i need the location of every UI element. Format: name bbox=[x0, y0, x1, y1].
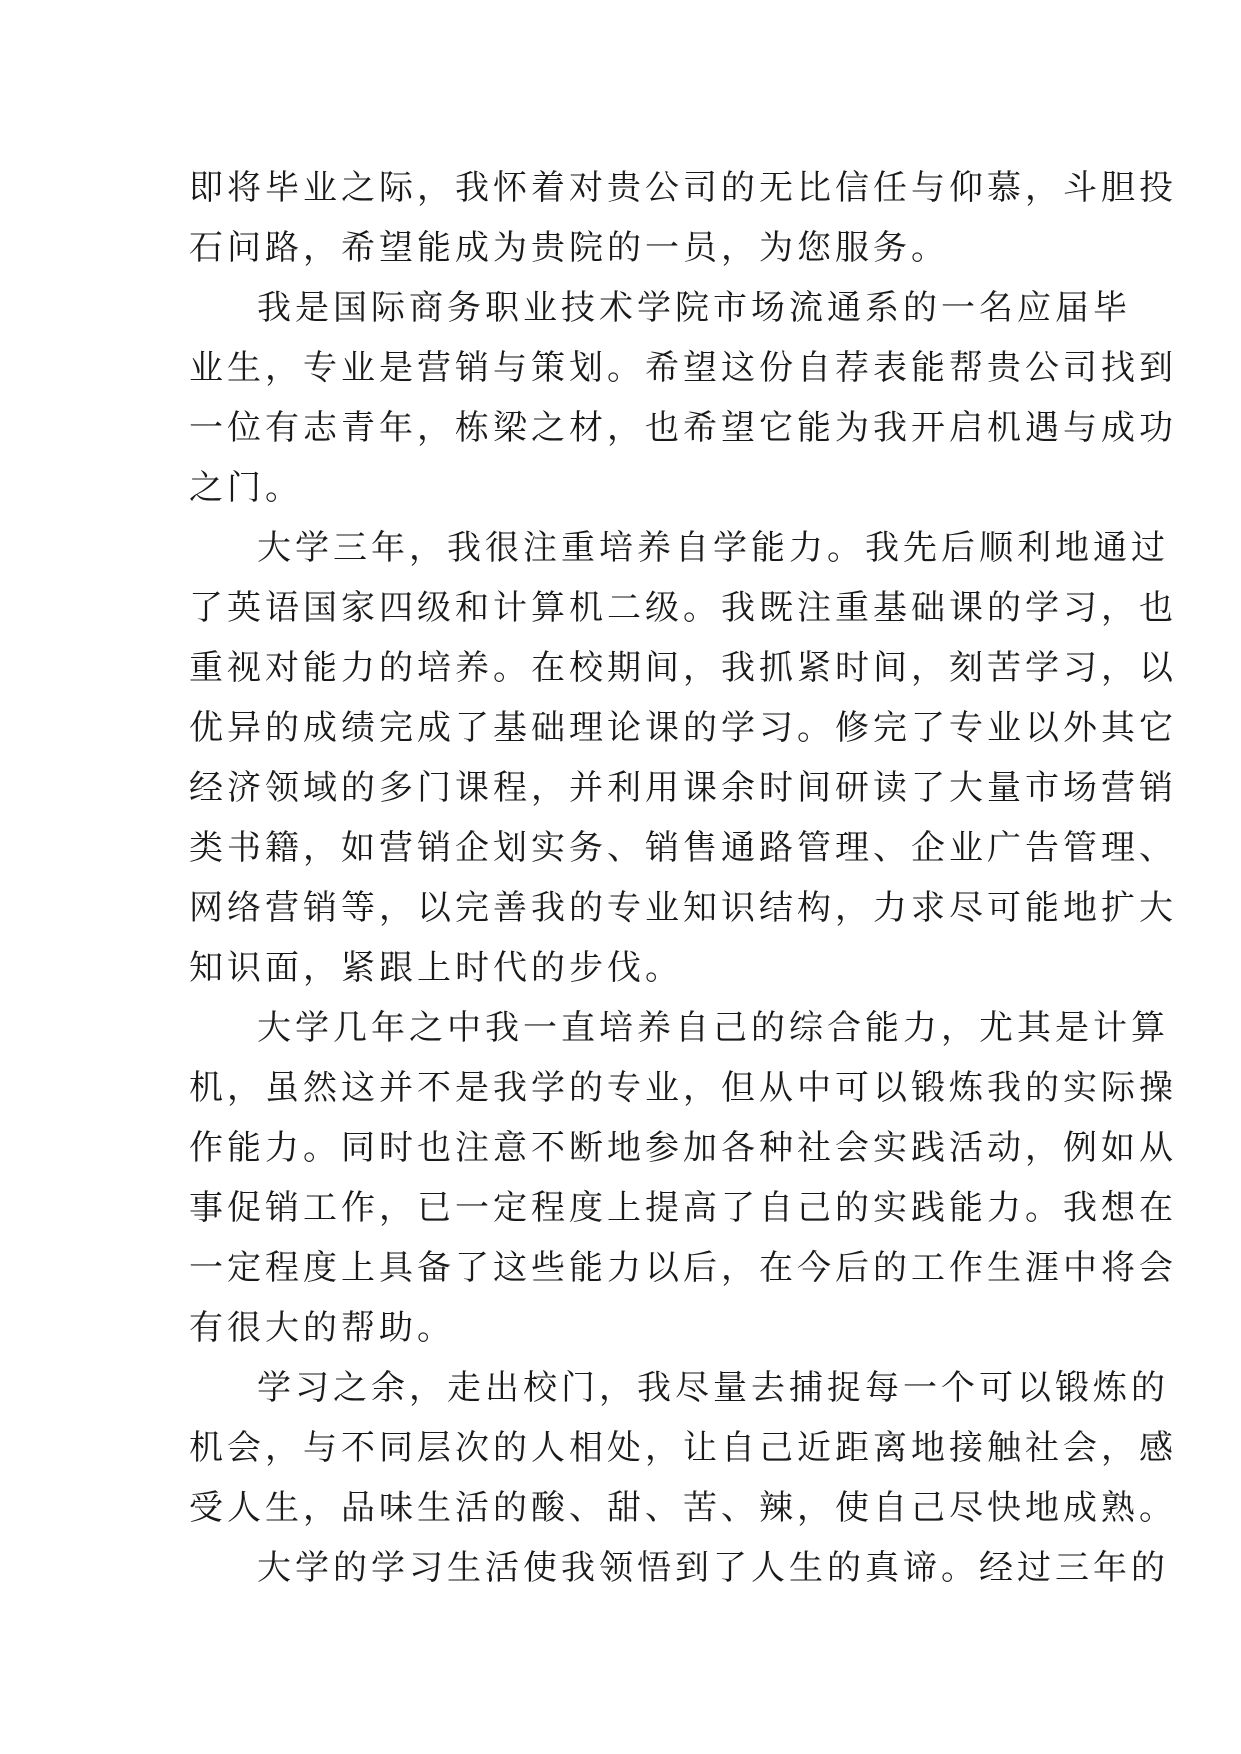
text-line: 重视对能力的培养。在校期间，我抓紧时间，刻苦学习，以 bbox=[189, 648, 1177, 688]
paragraph-start-line: 大学几年之中我一直培养自己的综合能力，尤其是计算 bbox=[257, 1008, 1169, 1048]
text-line: 一位有志青年，栋梁之材，也希望它能为我开启机遇与成功 bbox=[189, 408, 1177, 448]
paragraph-start-line: 我是国际商务职业技术学院市场流通系的一名应届毕 bbox=[257, 288, 1131, 328]
text-line: 作能力。同时也注意不断地参加各种社会实践活动，例如从 bbox=[189, 1128, 1177, 1168]
text-line: 了英语国家四级和计算机二级。我既注重基础课的学习，也 bbox=[189, 588, 1177, 628]
text-line: 类书籍，如营销企划实务、销售通路管理、企业广告管理、 bbox=[189, 828, 1177, 868]
text-line: 有很大的帮助。 bbox=[189, 1308, 455, 1348]
text-line: 机，虽然这并不是我学的专业，但从中可以锻炼我的实际操 bbox=[189, 1068, 1177, 1108]
text-line: 即将毕业之际，我怀着对贵公司的无比信任与仰慕，斗胆投 bbox=[189, 168, 1177, 208]
text-line: 优异的成绩完成了基础理论课的学习。修完了专业以外其它 bbox=[189, 708, 1177, 748]
text-line: 经济领域的多门课程，并利用课余时间研读了大量市场营销 bbox=[189, 768, 1177, 808]
text-line: 受人生，品味生活的酸、甜、苦、辣，使自己尽快地成熟。 bbox=[189, 1488, 1177, 1528]
text-line: 业生，专业是营销与策划。希望这份自荐表能帮贵公司找到 bbox=[189, 348, 1177, 388]
paragraph-start-line: 学习之余，走出校门，我尽量去捕捉每一个可以锻炼的 bbox=[257, 1368, 1169, 1408]
letter-body bbox=[189, 158, 1177, 1598]
text-line: 石问路，希望能成为贵院的一员，为您服务。 bbox=[189, 228, 949, 268]
text-line: 事促销工作，已一定程度上提高了自己的实践能力。我想在 bbox=[189, 1188, 1177, 1228]
text-line: 网络营销等，以完善我的专业知识结构，力求尽可能地扩大 bbox=[189, 888, 1177, 928]
text-line: 机会，与不同层次的人相处，让自己近距离地接触社会，感 bbox=[189, 1428, 1177, 1468]
text-line: 一定程度上具备了这些能力以后，在今后的工作生涯中将会 bbox=[189, 1248, 1177, 1288]
text-line: 之门。 bbox=[189, 468, 303, 508]
paragraph-start-line: 大学的学习生活使我领悟到了人生的真谛。经过三年的 bbox=[257, 1548, 1169, 1588]
paragraph-start-line: 大学三年，我很注重培养自学能力。我先后顺利地通过 bbox=[257, 528, 1169, 568]
text-line: 知识面，紧跟上时代的步伐。 bbox=[189, 948, 683, 988]
